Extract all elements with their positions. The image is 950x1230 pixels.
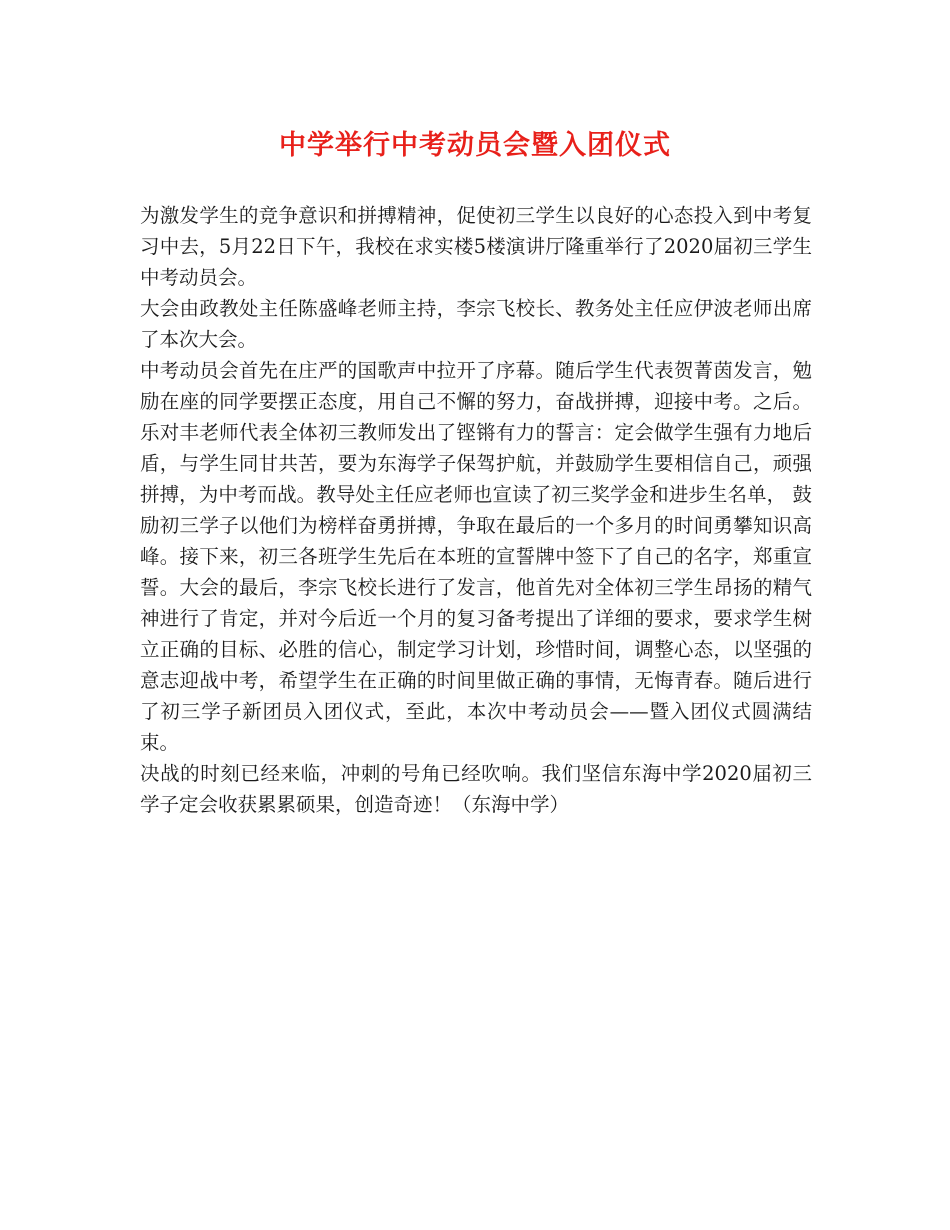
- paragraph-proceedings: 中考动员会首先在庄严的国歌声中拉开了序幕。随后学生代表贺菁茵发言，勉励在座的同学要摆正态度，用自己不懈的努力，奋战拼搏，迎接中考。之后。乐对丰老师代表全体初三教师发出了铿锵有力的誓言：定会做学生强有力地后盾，与学生同甘共苦，要为东海学子保驾护航，并鼓励学生要相信自己，顽强拼搏，为中考而战。教导处主任应老师也宣读了初三奖学金和进步生名单， 鼓励初三学子以他们为榜样奋勇拼搏，争取在最后的一个多月的时间勇攀知识高峰。接下来，初三各班学生先后在本班的宣誓牌中签下了自己的名字，郑重宣誓。大会的最后，李宗飞校长进行了发言，他首先对全体初三学生昂扬的精气神进行了肯定，并对今后近一个月的复习备考提出了详细的要求，要求学生树立正确的目标、必胜的信心，制定学习计划，珍惜时间，调整心态，以坚强的意志迎战中考，希望学生在正确的时间里做正确的事情，无悔青春。随后进行了初三学子新团员入团仪式，至此，本次中考动员会——暨入团仪式圆满结束。: [140, 359, 812, 754]
- paragraph-intro: 为激发学生的竞争意识和拼搏精神，促使初三学生以良好的心态投入到中考复习中去，5月22日下午，我校在求实楼5楼演讲厅隆重举行了2020届初三学生中考动员会。: [140, 204, 812, 289]
- document-title: 中学举行中考动员会暨入团仪式: [279, 130, 671, 161]
- document-body: [140, 200, 812, 820]
- paragraph-host: 大会由政教处主任陈盛峰老师主持，李宗飞校长、教务处主任应伊波老师出席了本次大会。: [140, 297, 812, 351]
- paragraph-closing: 决战的时刻已经来临，冲刺的号角已经吹响。我们坚信东海中学2020届初三学子定会收获累累硕果，创造奇迹！（东海中学）: [140, 762, 812, 816]
